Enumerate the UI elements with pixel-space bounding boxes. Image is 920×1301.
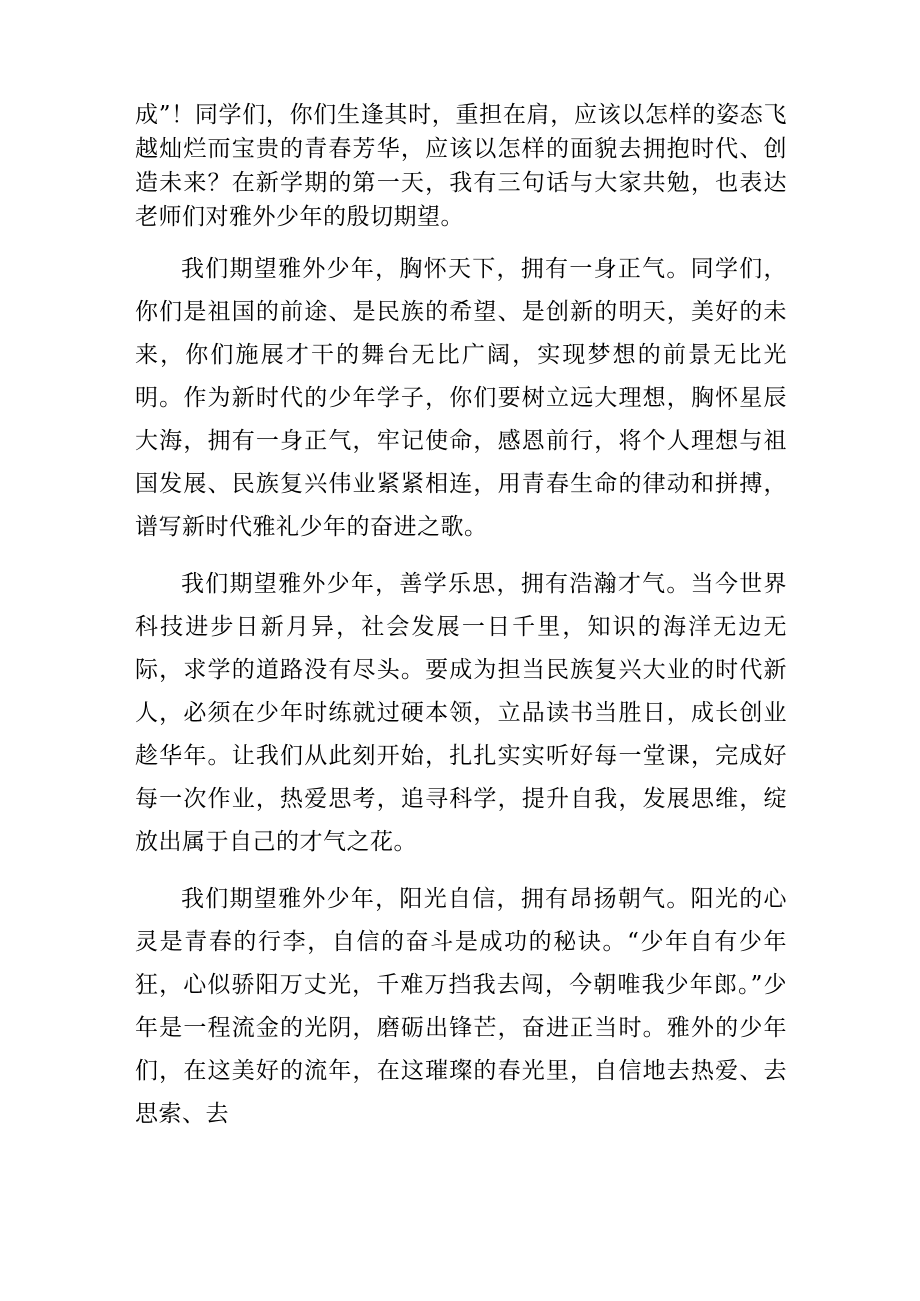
- paragraph-4: 我们期望雅外少年，阳光自信，拥有昂扬朝气。阳光的心灵是青春的行李，自信的奋斗是成功的秘诀。“少年自有少年狂，心似骄阳万丈光，千难万挡我去闯，今朝唯我少年郎。”少年是一程流金的光阴，磨砺出锋芒，奋进正当时。雅外的少年们，在这美好的流年，在这璀璨的春光里，自信地去热爱、去思索、去: [135, 886, 787, 1127]
- paragraph-1: 成”！同学们，你们生逢其时，重担在肩，应该以怎样的姿态飞越灿烂而宝贵的青春芳华，应该以怎样的面貌去拥抱时代、创造未来？在新学期的第一天，我有三句话与大家共勉，也表达老师们对雅外少年的殷切期望。: [135, 102, 787, 230]
- paragraph-3: 我们期望雅外少年，善学乐思，拥有浩瀚才气。当今世界科技进步日新月异，社会发展一日千里，知识的海洋无边无际，求学的道路没有尽头。要成为担当民族复兴大业的时代新人，必须在少年时练就过硬本领，立品读书当胜日，成长创业趁华年。让我们从此刻开始，扎扎实实听好每一堂课，完成好每一次作业，热爱思考，追寻科学，提升自我，发展思维，绽放出属于自己的才气之花。: [135, 571, 787, 855]
- document-body: [135, 98, 787, 1136]
- paragraph-2: 我们期望雅外少年，胸怀天下，拥有一身正气。同学们，你们是祖国的前途、是民族的希望、是创新的明天，美好的未来，你们施展才干的舞台无比广阔，实现梦想的前景无比光明。作为新时代的少年学子，你们要树立远大理想，胸怀星辰大海，拥有一身正气，牢记使命，感恩前行，将个人理想与祖国发展、民族复兴伟业紧紧相连，用青春生命的律动和拼搏，谱写新时代雅礼少年的奋进之歌。: [135, 256, 787, 540]
